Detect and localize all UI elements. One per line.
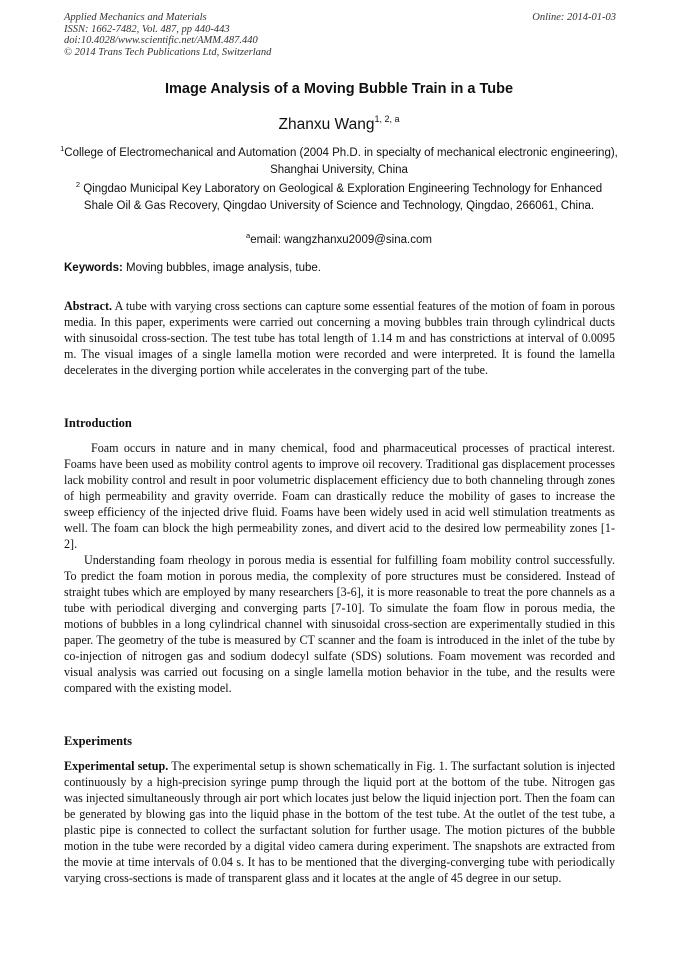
copyright-line: © 2014 Trans Tech Publications Ltd, Switzerland: [64, 46, 272, 58]
section-heading-experiments: Experiments: [64, 734, 133, 748]
introduction-paragraph-2: Understanding foam rheology in porous media is essential for fulfilling foam mobility control successfully. To predict the foam motion in porous media, the complexity of pore structures must be considered. Instead of straight tubes which are employed by many researchers [3-6], it is more reasonable to treat the pore channels as a tube with periodical diverging and converging parts [7-10]. To simulate the foam flow in porous media, the motions of bubbles in a long cylindrical channel with sinusoidal cross-section are experimentally studied in this paper. The geometry of the tube is measured by CT scanner and the foam is introduced in the inlet of the tube by co-injection of nitrogen gas and sodium dodecyl sulfate (SDS) solutions. Foam movement was recorded and visual analysis was carried out focusing on a single lamella motion behavior in the tube, and the results were compared with the existing model.: [64, 553, 615, 695]
online-date: Online: 2014-01-03: [532, 12, 616, 23]
introduction-body: [64, 440, 615, 696]
keywords-text: Moving bubbles, image analysis, tube.: [122, 262, 321, 274]
keywords: [64, 262, 616, 274]
affiliation-1-mark: 1: [60, 144, 65, 153]
abstract: [64, 298, 615, 378]
affiliation-1-text: College of Electromechanical and Automation (2004 Ph.D. in specialty of mechanical electronic engineering), Shanghai University, China: [64, 147, 618, 176]
affiliation-2: [60, 176, 618, 215]
affiliation-1: [60, 140, 618, 179]
email-text: email: wangzhanxu2009@sina.com: [250, 234, 432, 246]
email-mark: a: [246, 231, 251, 240]
introduction-paragraph-1: Foam occurs in nature and in many chemical, food and pharmaceutical processes of practical interest. Foams have been used as mobility control agents to improve oil recovery. Traditional gas displacement processes lack mobility control and result in poor volumetric displacement efficiency due to both channeling through zones of high permeability and gravity override. Foam can drastically reduce the mobility of gases to increase the sweep efficiency of the injected drive fluid. Foams have been widely used in acid well stimulation treatments as well. The foam can block the high permeability zones, and divert acid to the desired low permeability zones [1-2].: [64, 441, 615, 551]
author-email: [60, 227, 618, 249]
journal-name: Applied Mechanics and Materials: [64, 12, 207, 23]
experimental-setup-label: Experimental setup.: [64, 759, 169, 773]
experiments-body: [64, 758, 615, 886]
paper-title: Image Analysis of a Moving Bubble Train in a Tube: [164, 81, 514, 97]
author-name: Zhanxu Wang: [278, 116, 375, 133]
author: [0, 114, 678, 134]
affiliation-2-text: Qingdao Municipal Key Laboratory on Geological & Exploration Engineering Technology for Enhanced Shale Oil & Gas Recovery, Qingdao University of Science and Technology, Qingdao, 266061, China.: [80, 183, 603, 212]
experimental-setup-text: The experimental setup is shown schematically in Fig. 1. The surfactant solution is injected continuously by a high-precision syringe pump through the liquid port at the bottom of the tube. Nitrogen gas was injected simultaneously through air port which locates just below the liquid injection port. Then the foam can be generated by blowing gas into the liquid phase in the bottom of the test tube. At the outlet of the test tube, a plastic pipe is connected to collect the surfactant solution for further usage. The motion pictures of the bubble motion in the tube were recorded by a digital video camera during experiment. The snapshots are extracted from the movie at time intervals of 0.04 s. It has to be mentioned that the diverging-converging tube with periodically varying cross-sections is made of transparent glass and it locates at the angle of 45 degree in our setup.: [64, 759, 616, 885]
abstract-label: Abstract.: [64, 299, 113, 313]
affiliation-2-mark: 2: [75, 180, 81, 189]
keywords-label: Keywords:: [64, 262, 123, 274]
doi-line: doi:10.4028/www.scientific.net/AMM.487.440: [64, 35, 258, 46]
experiments-paragraph: [64, 758, 615, 886]
journal-header: [64, 12, 616, 58]
abstract-text: A tube with varying cross sections can capture some essential features of the motion of foam in porous media. In this paper, experiments were carried out concerning a moving bubbles train through cylindrical ducts with sinusoidal cross-section. The test tube has total length of 1.14 m and has constrictions at interval of 0.0095 m. The visual images of a single lamella motion were recorded and were interpreted. It is found the lamella decelerates in the diverging portion while accelerates in the converging part of the tube.: [64, 299, 615, 377]
author-affiliation-marks: 1, 2, a: [374, 114, 400, 124]
issn-line: ISSN: 1662-7482, Vol. 487, pp 440-443: [64, 23, 230, 35]
section-heading-introduction: Introduction: [64, 416, 132, 430]
